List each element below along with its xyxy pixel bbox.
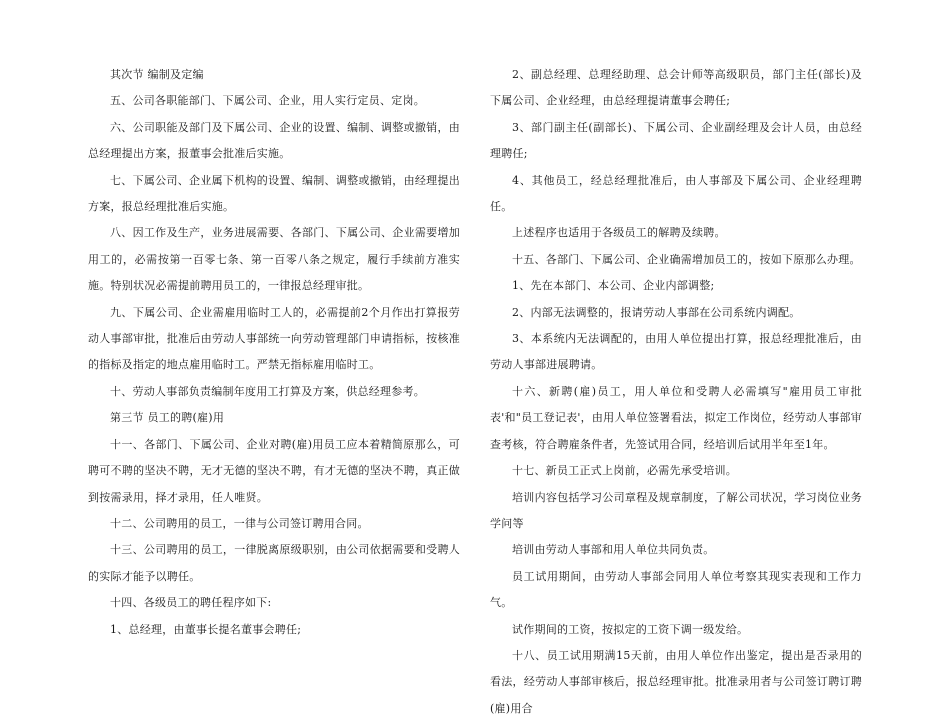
paragraph: 培训内容包括学习公司章程及规章制度，了解公司状况，学习岗位业务学问等 bbox=[490, 490, 862, 530]
paragraph: 十三、公司聘用的员工，一律脱离原级职别，由公司依据需要和受聘人的实际才能予以聘任。 bbox=[88, 543, 460, 583]
paragraph: 3、本系统内无法调配的，由用人单位提出打算，报总经理批准后，由劳动人事部进展聘请。 bbox=[490, 332, 862, 372]
paragraph: 试作期间的工资，按拟定的工资下调一级发给。 bbox=[512, 622, 749, 636]
paragraph: 上述程序也适用于各级员工的解聘及续聘。 bbox=[512, 226, 726, 240]
section-heading: 第三节 员工的聘(雇)用 bbox=[110, 411, 225, 425]
paragraph: 1、先在本部门、本公司、企业内部调整; bbox=[512, 279, 715, 293]
paragraph: 十、劳动人事部负责编制年度用工打算及方案，供总经理参考。 bbox=[110, 384, 425, 398]
paragraph: 九、下属公司、企业需雇用临时工人的，必需提前2个月作出打算报劳动人事部审批，批准后由劳动人事部统一向劳动管理部门申请指标，按核准的指标及指定的地点雇用临时工。严禁无指标雇用临时工。 bbox=[88, 305, 460, 372]
paragraph: 十五、各部门、下属公司、企业确需增加员工的，按如下原那么办理。 bbox=[512, 252, 861, 266]
paragraph: 十七、新员工正式上岗前，必需先承受培训。 bbox=[512, 464, 737, 478]
paragraph: 十八、员工试用期满15天前，由用人单位作出鉴定，提出是否录用的看法，经劳动人事部审核后，报总经理审批。批准录用者与公司签订聘订聘(雇)用合 bbox=[490, 648, 862, 715]
paragraph: 八、因工作及生产，业务进展需要、各部门、下属公司、企业需要增加用工的，必需按第一百零七条、第一百零八条之规定，履行手续前方准实施。特别状况必需提前聘用员工的，一律报总经理审批。 bbox=[88, 226, 460, 293]
paragraph: 十一、各部门、下属公司、企业对聘(雇)用员工应本着精简原那么，可聘可不聘的坚决不聘，无才无德的坚决不聘，有才无德的坚决不聘，真正做到按需录用，择才录用，任人唯贤。 bbox=[88, 437, 460, 504]
section-heading: 其次节 编制及定编 bbox=[110, 68, 204, 81]
paragraph: 七、下属公司、企业属下机构的设置、编制、调整或撤销，由经理提出方案，报总经理批准后实施。 bbox=[88, 173, 460, 214]
left-column bbox=[88, 62, 460, 643]
paragraph: 十四、各级员工的聘任程序如下: bbox=[110, 596, 272, 610]
paragraph: 员工试用期间，由劳动人事部会同用人单位考察其现实表现和工作力气。 bbox=[490, 569, 862, 610]
paragraph: 培训由劳动人事部和用人单位共同负责。 bbox=[512, 543, 715, 557]
paragraph: 2、副总经理、总理经助理、总会计师等高级职员，部门主任(部长)及下属公司、企业经理，由总经理提请董事会聘任; bbox=[490, 68, 862, 108]
paragraph: 五、公司各职能部门、下属公司、企业，用人实行定员、定岗。 bbox=[110, 94, 425, 108]
paragraph: 十二、公司聘用的员工，一律与公司签订聘用合同。 bbox=[110, 516, 369, 530]
paragraph: 十六、新聘(雇)员工，用人单位和受聘人必需填写"雇用员工审批表'和"员工登记表'，由用人单位签署看法，拟定工作岗位，经劳动人事部审查考核，符合聘雇条件者，先签试用合同，经培训后试用半年至1年。 bbox=[490, 384, 862, 451]
paragraph: 3、部门副主任(副部长)、下属公司、企业副经理及会计人员，由总经理聘任; bbox=[490, 120, 862, 161]
paragraph: 1、总经理，由董事长提名董事会聘任; bbox=[110, 622, 302, 636]
paragraph: 2、内部无法调整的，报请劳动人事部在公司系统内调配。 bbox=[512, 305, 801, 319]
paragraph: 六、公司职能及部门及下属公司、企业的设置、编制、调整或撤销，由总经理提出方案，报董事会批准后实施。 bbox=[88, 120, 460, 161]
paragraph: 4、其他员工，经总经理批准后，由人事部及下属公司、企业经理聘任。 bbox=[490, 173, 862, 214]
right-column bbox=[490, 62, 862, 722]
